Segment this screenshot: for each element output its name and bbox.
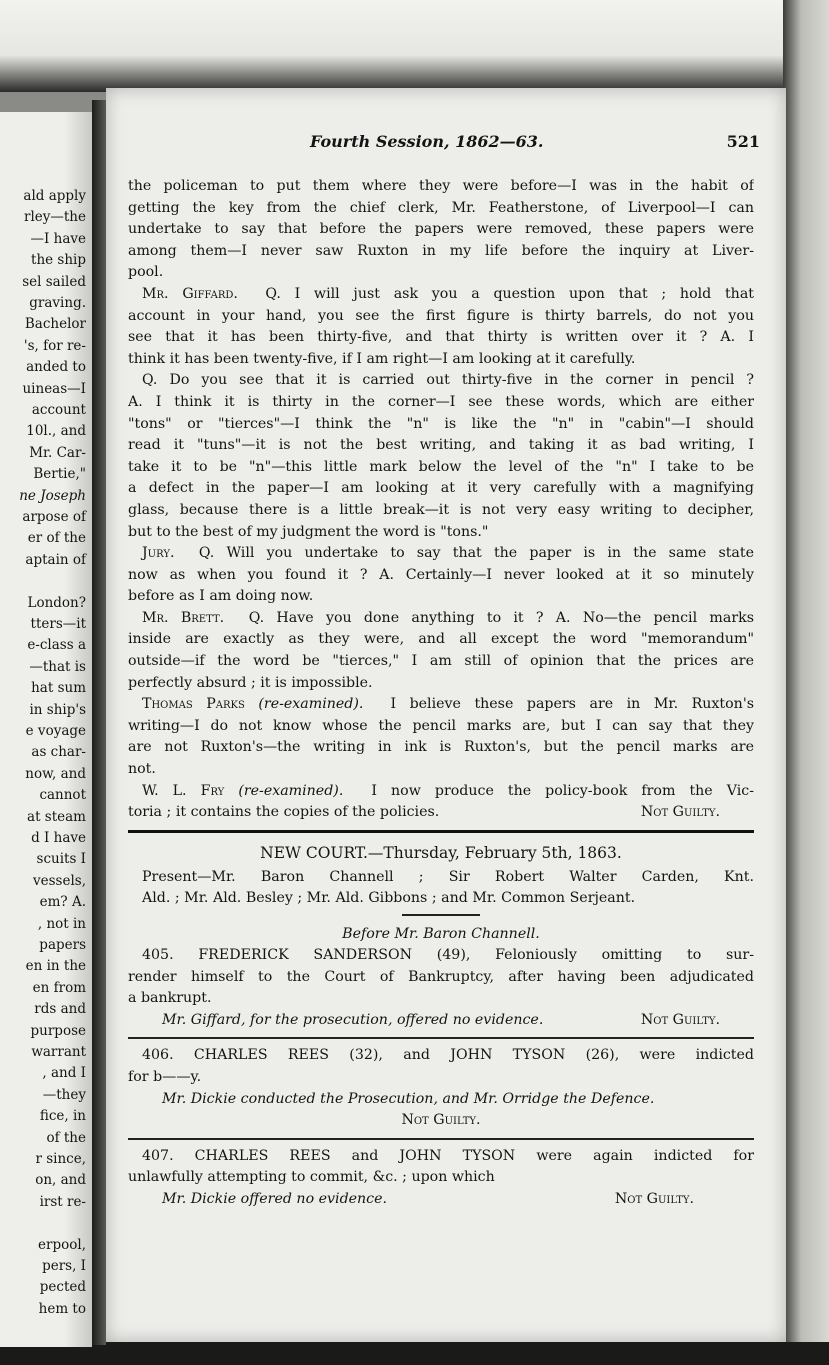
background-bottom	[0, 1342, 829, 1365]
left-page-line: of the	[46, 1129, 86, 1146]
case-405-outcome	[128, 1010, 754, 1032]
counsel-note	[128, 1089, 754, 1111]
left-page-line: ald apply	[23, 188, 86, 204]
re-examined-note: (re-examined).	[238, 782, 344, 799]
text-line: the policeman to put them where they were before—I was in the habit of	[128, 178, 754, 194]
left-page-line: the ship	[31, 252, 86, 269]
speech-text: I believe these papers are in Mr. Ruxton's	[390, 696, 754, 713]
case-405-line: a bankrupt.	[128, 990, 212, 1007]
left-page-line: ne Joseph	[19, 487, 86, 504]
speaker-name: Mr. Brett.	[142, 609, 225, 626]
short-divider	[402, 914, 480, 916]
book-gutter	[92, 100, 106, 1345]
left-page-line: rds and	[34, 1001, 86, 1018]
left-page-line: e-class a	[27, 637, 86, 654]
left-page-line: anded to	[26, 359, 86, 376]
left-page-line: on, and	[35, 1172, 86, 1189]
left-page-line: 's, for re-	[23, 337, 86, 354]
left-page-line: fice, in	[39, 1108, 86, 1125]
left-page-line: account	[31, 402, 86, 418]
left-page-line: —they	[42, 1086, 86, 1103]
text-line: getting the key from the chief clerk, Mr. Featherstone, of Liverpool—I can	[128, 199, 754, 216]
evidence-note: Mr. Dickie offered no evidence.	[162, 1191, 388, 1208]
left-page-line: London?	[27, 594, 86, 611]
left-page-line: pected	[39, 1279, 86, 1296]
text-line: pool.	[128, 264, 164, 281]
left-page-line: sel sailed	[22, 273, 86, 290]
left-page-line: tters—it	[30, 616, 86, 632]
speaker-name: Thomas Parks	[142, 696, 245, 713]
speaker-name: Jury.	[142, 545, 175, 562]
speaker-name: Mr. Giffard.	[142, 285, 238, 302]
left-page-line: uineas—I	[22, 380, 86, 397]
case-405-line: 405. FREDERICK SANDERSON (49), Feloniously omitting to sur-	[142, 947, 754, 964]
left-page-line: cannot	[39, 787, 86, 804]
text-line: not.	[128, 761, 156, 778]
left-page-line: purpose	[30, 1022, 86, 1039]
left-page-line: em? A.	[39, 894, 86, 911]
text-line: before as I am doing now.	[128, 588, 314, 605]
text-line	[128, 543, 754, 565]
speech-text: toria ; it contains the copies of the policies.	[128, 804, 440, 821]
court-heading: NEW COURT.—Thursday, February 5th, 1863.	[260, 843, 622, 862]
left-page-line: arpose of	[22, 509, 86, 525]
verdict: Not Guilty.	[614, 1191, 694, 1208]
left-page-line: Bertie,"	[33, 466, 86, 483]
running-head	[106, 132, 786, 156]
text-line	[128, 802, 754, 824]
left-page-line: e voyage	[25, 723, 86, 739]
left-facing-page	[0, 112, 92, 1347]
page-number: 521	[726, 132, 760, 151]
left-page-line: d I have	[31, 830, 86, 846]
text-line: but to the best of my judgment the word is "tons."	[128, 523, 489, 540]
prosecution-note: Mr. Giffard, for the prosecution, offered no evidence.	[162, 1011, 544, 1028]
text-line: among them—I never saw Ruxton in my life before the inquiry at Liver-	[128, 242, 754, 259]
text-line	[128, 694, 754, 716]
left-page-line: scuits I	[36, 851, 86, 868]
text-line: inside are exactly as they were, and all except the word "memorandum"	[128, 631, 754, 648]
case-divider	[128, 1037, 754, 1039]
left-page-line: , and I	[42, 1065, 86, 1082]
left-page-line: papers	[39, 937, 86, 953]
text-line: glass, because there is a little break—it is not very easy writing to decipher,	[128, 501, 754, 518]
before-line	[128, 924, 754, 946]
left-page-line: Bachelor	[24, 316, 86, 333]
background-top	[0, 0, 829, 92]
case-406-line: 406. CHARLES REES (32), and JOHN TYSON (26), were indicted	[142, 1047, 754, 1064]
left-page-line: —that is	[29, 658, 86, 675]
left-page-line: aptain of	[25, 551, 86, 568]
left-page-line: en from	[32, 979, 86, 996]
verdict: Not Guilty.	[640, 1011, 720, 1028]
speech-text: Q. Have you done anything to it ? A. No—the pencil marks	[248, 609, 754, 626]
left-page-line: rley—the	[24, 209, 86, 226]
present-line: Present—Mr. Baron Channell ; Sir Robert Walter Carden, Knt.	[142, 868, 754, 885]
left-page-line: irst re-	[39, 1193, 86, 1210]
text-line: think it has been twenty-five, if I am right—I am looking at it carefully.	[128, 350, 636, 367]
present-line: Ald. ; Mr. Ald. Besley ; Mr. Ald. Gibbons ; and Mr. Common Serjeant.	[142, 890, 636, 907]
left-page-line: en in the	[25, 958, 86, 975]
text-line: perfectly absurd ; it is impossible.	[128, 674, 373, 691]
left-page-line: hat sum	[31, 680, 86, 697]
case-407-line: unlawfully attempting to commit, &c. ; upon which	[128, 1169, 495, 1186]
left-page-line: in ship's	[29, 701, 86, 718]
left-page-line: 10l., and	[26, 423, 86, 440]
left-page-line: hem to	[38, 1300, 86, 1317]
case-405-line: render himself to the Court of Bankruptcy, after having been adjudicated	[128, 968, 754, 985]
text-line: undertake to say that before the papers were removed, these papers were	[128, 221, 754, 238]
text-line: Q. Do you see that it is carried out thirty-five in the corner in pencil ?	[142, 372, 754, 389]
text-line	[128, 781, 754, 803]
text-line: writing—I do not know whose the pencil marks are, but I can say that they	[128, 717, 754, 734]
text-line	[128, 608, 754, 630]
left-page-line: warrant	[31, 1044, 86, 1060]
speech-text: I now produce the policy-book from the Vic-	[371, 782, 754, 799]
left-page-line: r since,	[35, 1151, 86, 1167]
speech-text: Q. I will just ask you a question upon that ; hold that	[265, 285, 754, 302]
running-head-title: Fourth Session, 1862—63.	[310, 132, 544, 151]
right-page	[106, 88, 786, 1342]
left-page-line: , not in	[37, 915, 86, 932]
left-page-line: Mr. Car-	[29, 444, 86, 461]
re-examined-note: (re-examined).	[258, 696, 364, 713]
counsel-text: Mr. Dickie conducted the Prosecution, and Mr. Orridge the Defence.	[162, 1090, 655, 1107]
text-line: see that it has been thirty-five, and that thirty is written over it ? A. I	[128, 329, 754, 346]
left-page-line: er of the	[27, 530, 86, 547]
background-right-edge	[783, 0, 829, 1365]
verdict: Not Guilty.	[640, 804, 720, 821]
case-407-line: 407. CHARLES REES and JOHN TYSON were again indicted for	[142, 1147, 754, 1164]
text-line: now as when you found it ? A. Certainly—I never looked at it so minutely	[128, 566, 754, 583]
text-line: take it to be "n"—this little mark below the level of the "n" I take to be	[128, 458, 754, 475]
left-page-line: now, and	[25, 765, 86, 782]
text-line: read it "tuns"—it is not the best writing, and taking it as bad writing, I	[128, 437, 754, 454]
verdict: Not Guilty.	[401, 1112, 481, 1129]
text-line: outside—if the word be "tierces," I am still of opinion that the prices are	[128, 653, 754, 670]
text-line: a defect in the paper—I am looking at it very carefully with a magnifying	[128, 480, 754, 497]
left-page-line: at steam	[27, 808, 86, 825]
case-407-outcome	[128, 1189, 754, 1211]
text-line: are not Ruxton's—the writing in ink is Ruxton's, but the pencil marks are	[128, 739, 754, 756]
case-divider	[128, 1138, 754, 1140]
left-page-line: —I have	[30, 230, 86, 247]
left-page-line: vessels,	[33, 872, 86, 889]
speech-text: Q. Will you undertake to say that the paper is in the same state	[198, 545, 754, 562]
text-line: "tons" or "tierces"—I think the "n" is like the "n" in "cabin"—I should	[128, 415, 754, 432]
text-line	[128, 284, 754, 306]
left-page-line: pers, I	[42, 1258, 86, 1274]
speaker-name: W. L. Fry	[142, 782, 225, 799]
case-406-line: for b——y.	[128, 1069, 202, 1086]
section-divider	[128, 830, 754, 833]
page-body	[128, 176, 754, 1211]
text-line: account in your hand, you see the first figure is thirty barrels, do not you	[128, 307, 754, 324]
left-page-line: graving.	[29, 295, 86, 311]
left-page-line: as char-	[31, 744, 86, 761]
left-page-line: erpool,	[38, 1236, 86, 1253]
text-line: A. I think it is thirty in the corner—I see these words, which are either	[128, 393, 754, 410]
before-text: Before Mr. Baron Channell.	[342, 925, 540, 942]
